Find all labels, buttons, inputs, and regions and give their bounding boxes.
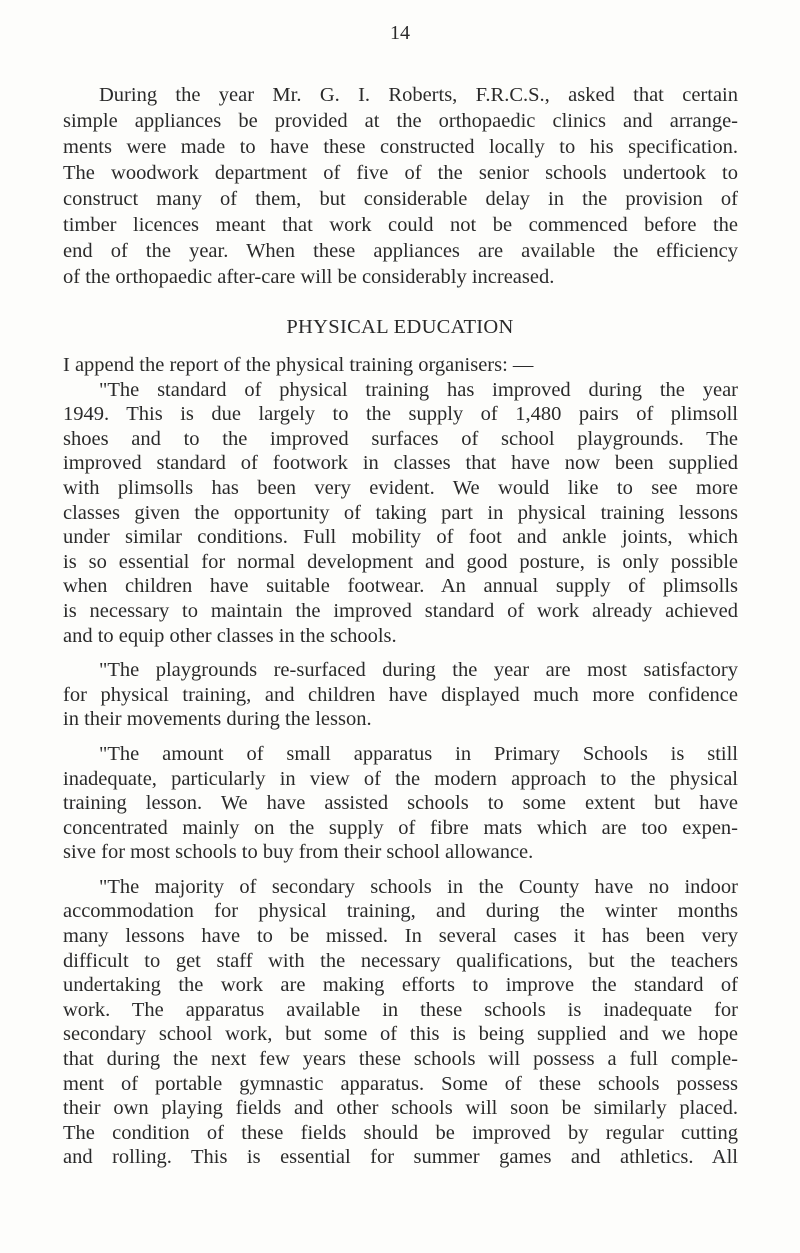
text-line: The condition of these fields should be improved by regular cutting (63, 1121, 738, 1144)
text-line: is so essential for normal development and good posture, is only possible (63, 550, 738, 573)
page-number: 14 (390, 22, 410, 44)
section-heading: PHYSICAL EDUCATION (286, 316, 514, 338)
text-line: I append the report of the physical training organisers: — (63, 354, 534, 376)
text-line: timber licences meant that work could not be commenced before the (63, 214, 738, 236)
paragraph (63, 82, 738, 290)
paragraph (63, 742, 738, 865)
text-line: "The majority of secondary schools in the County have no indoor (99, 875, 738, 898)
text-line: difficult to get staff with the necessary qualifications, but the teachers (63, 949, 738, 972)
text-line: undertaking the work are making efforts to improve the standard of (63, 974, 738, 997)
text-line: 1949. This is due largely to the supply of 1,480 pairs of plimsoll (63, 403, 738, 426)
text-line: secondary school work, but some of this is being supplied and we hope (63, 1023, 738, 1046)
text-line: During the year Mr. G. I. Roberts, F.R.C.S., asked that certain (99, 84, 738, 106)
paragraph (63, 378, 738, 649)
text-line: is necessary to maintain the improved standard of work already achieved (63, 599, 738, 622)
text-line: "The playgrounds re-surfaced during the year are most satisfactory (99, 659, 738, 682)
text-line: work. The apparatus available in these schools is inadequate for (63, 998, 738, 1021)
text-line: training lesson. We have assisted schools to some extent but have (63, 792, 738, 815)
text-line: in their movements during the lesson. (63, 708, 372, 731)
text-line: construct many of them, but considerable delay in the provision of (63, 188, 738, 210)
intro-paragraph (63, 82, 738, 300)
text-line: classes given the opportunity of taking part in physical training lessons (63, 501, 738, 524)
text-line: shoes and to the improved surfaces of school playgrounds. The (63, 427, 738, 450)
text-line: and rolling. This is essential for summer games and athletics. All (63, 1146, 738, 1169)
text-line: and to equip other classes in the schools. (63, 624, 397, 647)
paragraph (63, 658, 738, 732)
text-line: ment of portable gymnastic apparatus. Some of these schools possess (63, 1072, 738, 1095)
section-body (63, 353, 738, 1180)
text-line: when children have suitable footwear. An annual supply of plimsolls (63, 575, 738, 598)
text-line: end of the year. When these appliances are available the efficiency (63, 240, 738, 262)
text-line: The woodwork department of five of the senior schools undertook to (63, 162, 738, 184)
text-line: that during the next few years these schools will possess a full comple- (63, 1048, 738, 1071)
text-line: sive for most schools to buy from their school allowance. (63, 841, 534, 864)
paragraph (63, 875, 738, 1170)
text-line: of the orthopaedic after-care will be considerably increased. (63, 266, 555, 288)
text-line: for physical training, and children have displayed much more confidence (63, 683, 738, 706)
text-line: their own playing fields and other schools will soon be similarly placed. (63, 1097, 738, 1120)
text-line: inadequate, particularly in view of the modern approach to the physical (63, 767, 738, 790)
text-line: "The standard of physical training has improved during the year (99, 378, 738, 401)
text-line: accommodation for physical training, and during the winter months (63, 900, 738, 923)
text-line: concentrated mainly on the supply of fibre mats which are too expen- (63, 816, 738, 839)
text-line: improved standard of footwork in classes that have now been supplied (63, 452, 738, 475)
text-line: ments were made to have these constructed locally to his specification. (63, 136, 738, 158)
text-line: simple appliances be provided at the orthopaedic clinics and arrange- (63, 110, 738, 132)
text-line: with plimsolls has been very evident. We would like to see more (63, 476, 738, 499)
text-line: "The amount of small apparatus in Primary Schools is still (99, 742, 738, 765)
text-line: many lessons have to be missed. In several cases it has been very (63, 925, 738, 948)
text-line: under similar conditions. Full mobility of foot and ankle joints, which (63, 526, 738, 549)
paragraph (63, 353, 738, 378)
